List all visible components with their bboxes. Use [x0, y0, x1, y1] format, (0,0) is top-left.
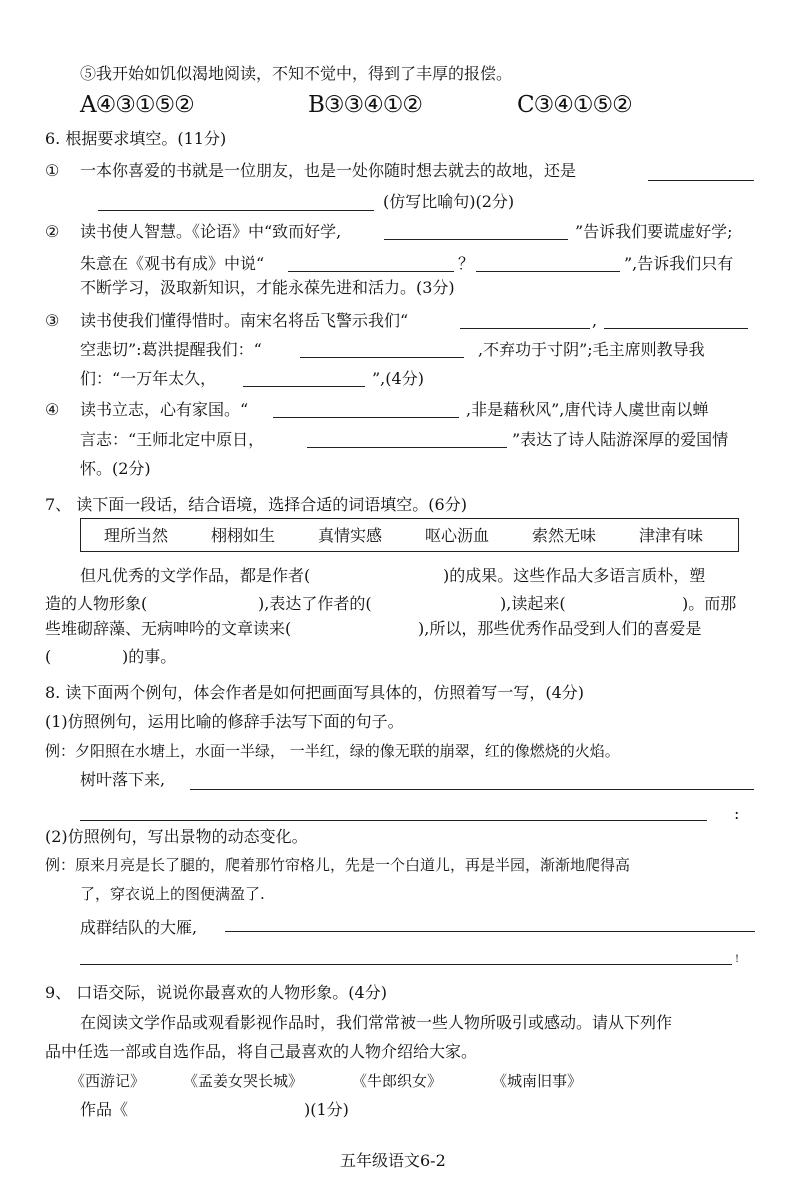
q6-4-text-c: 言志：“王师北定中原日，	[80, 430, 265, 449]
q9-work-answer-a: 作品《	[80, 1100, 129, 1119]
q9-para-2: 品中任选一部或自选作品，将自己最喜欢的人物介绍给大家。	[45, 1042, 478, 1061]
q6-3-text-d: ,不弃功于寸阴”;毛主席则教导我	[478, 340, 705, 359]
q8-title: 8. 读下面两个例句，体会作者是如何把画面写具体的，仿照着写一写，(4分)	[45, 683, 585, 702]
q8-sub-1: (1)仿照例句，运用比喻的修辞手法写下面的句子。	[45, 712, 404, 731]
q6-4-blank-b[interactable]	[307, 447, 507, 448]
q5-option-c[interactable]: C③④①⑤②	[517, 92, 632, 118]
q7-para-2c: ),读起来(	[500, 594, 566, 613]
q6-4-text-e: 怀。(2分)	[80, 459, 151, 478]
q9-work-1: 《西游记》	[70, 1072, 146, 1090]
q8-margin-mark: !	[735, 954, 740, 965]
q9-para-1: 在阅读文学作品或观看影视作品时，我们常常被一些人物所吸引或感动。请从下列作	[80, 1013, 673, 1032]
q8-example-2a: 例：原来月亮是长了腿的，爬着那竹帘格儿，先是一个白道儿，再是半园，渐渐地爬得高	[45, 856, 631, 874]
q6-4-text-b: ,非是藉秋风”,唐代诗人虞世南以蝉	[466, 400, 709, 419]
q8-prompt-2: 成群结队的大雁,	[80, 918, 198, 937]
q8-sub-2: (2)仿照例句，写出景物的动态变化。	[45, 827, 308, 846]
q6-2-blank-b[interactable]	[288, 271, 454, 272]
q7-para-3a: 些堆砌辞藻、无病呻吟的文章读来(	[45, 619, 292, 638]
q6-2-text-e: ”,告诉我们只有	[624, 254, 734, 273]
q7-para-1a: 但凡优秀的文学作品，都是作者(	[80, 566, 311, 585]
q6-3-text-f: ”,(4分)	[372, 369, 424, 388]
q6-1-blank-a[interactable]	[648, 180, 754, 181]
q6-3-text-e: 们：“一万年太久，	[80, 369, 217, 388]
q8-colon-mark: :	[734, 804, 740, 823]
q6-1-tail: (仿写比喻句)(2分)	[383, 192, 515, 211]
q6-3-blank-d[interactable]	[243, 386, 365, 387]
q6-2-blank-a[interactable]	[384, 239, 568, 240]
q6-3-text-b: ,	[592, 311, 598, 330]
q8-answer-line-3[interactable]	[225, 931, 755, 932]
q8-answer-line-1[interactable]	[190, 789, 754, 790]
q6-3-text-c: 空悲切”:葛洪提醒我们：“	[80, 340, 262, 359]
q5-option-a[interactable]: A④③①⑤②	[80, 92, 194, 118]
q6-4-blank-a[interactable]	[273, 417, 459, 418]
q9-work-2: 《孟姜女哭长城》	[183, 1072, 304, 1090]
q6-4-number: ④	[45, 400, 60, 419]
q6-3-blank-a[interactable]	[460, 328, 590, 329]
q8-example-1: 例：夕阳照在水塘上，水面一半绿， 一半红，绿的像无联的崩翠，红的像燃烧的火焰。	[45, 742, 620, 760]
q6-3-blank-b[interactable]	[604, 328, 748, 329]
q5-item5: ⑤我开始如饥似渴地阅读，不知不觉中，得到了丰厚的报偿。	[80, 64, 513, 83]
q6-2-text-c: 朱意在《观书有成》中说“	[80, 254, 265, 273]
q6-2-text-d: ？	[458, 254, 475, 273]
q6-2-blank-c[interactable]	[476, 271, 620, 272]
q7-word-3: 真情实感	[318, 526, 383, 545]
q7-para-3b: ),所以，那些优秀作品受到人们的喜爱是	[418, 619, 702, 638]
q7-word-6: 津津有味	[639, 526, 704, 545]
q9-work-answer-b: )(1分)	[304, 1100, 349, 1119]
q6-2-text-b: ”告诉我们要谎虚好学;	[575, 222, 733, 241]
q6-2-number: ②	[45, 222, 60, 241]
q8-prompt-1: 树叶落下来,	[80, 770, 166, 789]
q6-1-text: 一本你喜爱的书就是一位朋友，也是一处你随时想去就去的故地，还是	[80, 161, 577, 180]
q8-answer-line-2[interactable]	[80, 820, 707, 821]
q6-4-text-a: 读书立志，心有家国。“	[80, 400, 249, 419]
q6-3-number: ③	[45, 311, 60, 330]
q7-para-2a: 造的人物形象(	[45, 594, 148, 613]
q9-work-4: 《城南旧事》	[492, 1072, 583, 1090]
q7-para-4a: (	[45, 647, 52, 666]
page-footer: 五年级语文6-2	[340, 1151, 446, 1170]
q7-para-2d: )。而那	[682, 594, 737, 613]
q7-para-4b: )的事。	[122, 647, 177, 666]
q7-word-1: 理所当然	[104, 526, 169, 545]
q9-title: 9、 口语交际，说说你最喜欢的人物形象。(4分)	[45, 983, 387, 1002]
q6-2-text-a: 读书使人智慧。《论语》中“致而好学,	[80, 222, 342, 241]
q6-3-blank-c[interactable]	[300, 357, 464, 358]
q6-title: 6. 根据要求填空。(11分)	[45, 129, 227, 148]
q6-3-text-a: 读书使我们懂得惜时。南宋名将岳飞警示我们“	[80, 311, 409, 330]
q9-work-3: 《牛郎织女》	[352, 1072, 443, 1090]
q7-para-2b: ),表达了作者的(	[258, 594, 372, 613]
q8-example-2b: 了，穿衣说上的图便满盈了.	[80, 885, 265, 903]
q5-option-b[interactable]: B③③④①②	[308, 92, 422, 118]
q7-title: 7、 读下面一段话，结合语境，选择合适的词语填空。(6分)	[45, 495, 467, 514]
q7-word-4: 呕心沥血	[425, 526, 490, 545]
q6-1-blank-b[interactable]	[98, 210, 374, 211]
q8-answer-line-4[interactable]	[80, 964, 732, 965]
q6-4-text-d: ”表达了诗人陆游深厚的爱国情	[512, 430, 729, 449]
q6-2-text-f: 不断学习，汲取新知识，才能永葆先进和活力。(3分)	[80, 278, 455, 297]
q7-word-5: 索然无味	[532, 526, 597, 545]
q7-word-2: 栩栩如生	[211, 526, 276, 545]
q7-para-1b: )的成果。这些作品大多语言质朴，塑	[443, 566, 706, 585]
q6-1-number: ①	[45, 161, 60, 180]
